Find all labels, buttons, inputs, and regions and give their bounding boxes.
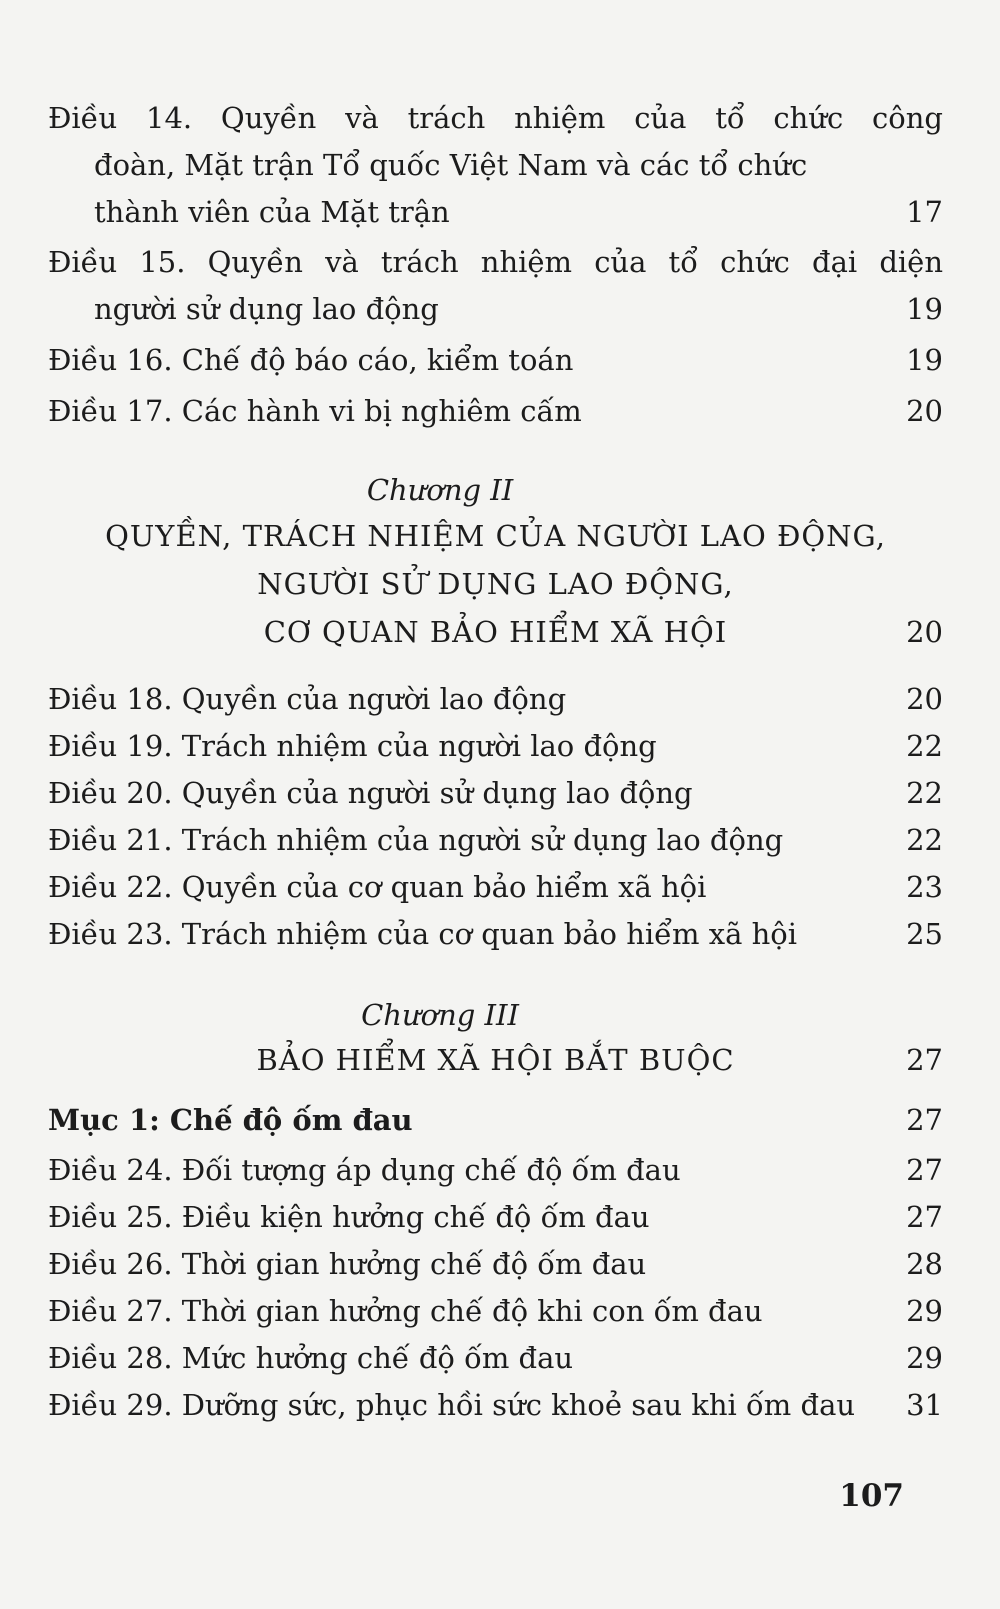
entry-line: Điều 14. Quyền và trách nhiệm của tổ chức công: [48, 101, 943, 135]
chapter-title-line: BẢO HIỂM XÃ HỘI BẮT BUỘC: [256, 1043, 735, 1077]
entry-page: 27: [906, 1153, 943, 1187]
entry-page: 28: [906, 1247, 943, 1281]
entry-page: 29: [906, 1341, 943, 1375]
section-page: 27: [906, 1103, 943, 1137]
toc-entry: [48, 864, 943, 911]
toc-entry: [48, 1241, 943, 1288]
entry-page: 20: [906, 682, 943, 716]
chapter-title-line: CƠ QUAN BẢO HIỂM XÃ HỘI: [263, 615, 728, 649]
chapter-title: [48, 1036, 943, 1084]
toc-entry: [48, 1382, 943, 1429]
entry-page: 27: [906, 1200, 943, 1234]
toc-entry-list-bottom: [48, 1147, 943, 1429]
chapter-label: Chương II: [366, 473, 514, 507]
entry-line: Điều 15. Quyền và trách nhiệm của tổ chức đại diện: [48, 245, 943, 279]
entry-title: Điều 27. Thời gian hưởng chế độ khi con ốm đau: [48, 1294, 763, 1328]
entry-title: Điều 17. Các hành vi bị nghiêm cấm: [48, 394, 582, 428]
entry-page: 31: [906, 1388, 943, 1422]
toc-entry-dieu-17: [48, 388, 943, 435]
entry-page: 25: [906, 917, 943, 951]
chapter-page: 27: [906, 1043, 943, 1077]
toc-entry-dieu-16: [48, 337, 943, 384]
entry-title: Điều 18. Quyền của người lao động: [48, 682, 567, 716]
chapter-page: 20: [906, 615, 943, 649]
entry-line: đoàn, Mặt trận Tổ quốc Việt Nam và các tổ chức: [94, 148, 808, 182]
toc-entry: [48, 1147, 943, 1194]
entry-title: Điều 29. Dưỡng sức, phục hồi sức khoẻ sau khi ốm đau: [48, 1388, 856, 1422]
toc-entry: [48, 817, 943, 864]
entry-page: 17: [906, 195, 943, 229]
toc-entry: [48, 911, 943, 958]
section-title: Mục 1: Chế độ ốm đau: [48, 1103, 413, 1137]
chapter-title-line: NGƯỜI SỬ DỤNG LAO ĐỘNG,: [257, 567, 734, 601]
toc-entry-dieu-15: [48, 239, 943, 333]
entry-title: Điều 25. Điều kiện hưởng chế độ ốm đau: [48, 1200, 650, 1234]
toc-entry: [48, 723, 943, 770]
toc-entry: [48, 770, 943, 817]
chapter-title-line: QUYỀN, TRÁCH NHIỆM CỦA NGƯỜI LAO ĐỘNG,: [105, 519, 886, 553]
toc-entry: [48, 1288, 943, 1335]
entry-page: 20: [906, 394, 943, 428]
chapter-label: Chương III: [361, 998, 519, 1032]
toc-entry-dieu-14: [48, 95, 943, 236]
toc-entry: [48, 1194, 943, 1241]
entry-page: 29: [906, 1294, 943, 1328]
entry-title: Điều 23. Trách nhiệm của cơ quan bảo hiểm xã hội: [48, 917, 797, 951]
toc-entry-list-mid: [48, 676, 943, 958]
entry-page: 22: [906, 776, 943, 810]
entry-title: Điều 24. Đối tượng áp dụng chế độ ốm đau: [48, 1153, 681, 1187]
entry-title: Điều 21. Trách nhiệm của người sử dụng lao động: [48, 823, 784, 857]
entry-title: Điều 26. Thời gian hưởng chế độ ốm đau: [48, 1247, 647, 1281]
entry-page: 23: [906, 870, 943, 904]
entry-page: 19: [906, 343, 943, 377]
entry-title: Điều 19. Trách nhiệm của người lao động: [48, 729, 657, 763]
entry-line: thành viên của Mặt trận: [94, 195, 450, 229]
entry-title: Điều 20. Quyền của người sử dụng lao động: [48, 776, 693, 810]
toc-entry: [48, 676, 943, 723]
toc-section: [48, 1097, 943, 1144]
entry-title: Điều 22. Quyền của cơ quan bảo hiểm xã hội: [48, 870, 707, 904]
entry-page: 22: [906, 823, 943, 857]
entry-page: 22: [906, 729, 943, 763]
entry-title: Điều 16. Chế độ báo cáo, kiểm toán: [48, 343, 574, 377]
chapter-title: [48, 512, 943, 656]
toc-entry: [48, 1335, 943, 1382]
entry-title: Điều 28. Mức hưởng chế độ ốm đau: [48, 1341, 574, 1375]
page-number: 107: [839, 1478, 904, 1514]
entry-line: người sử dụng lao động: [94, 292, 439, 326]
entry-page: 19: [906, 292, 943, 326]
